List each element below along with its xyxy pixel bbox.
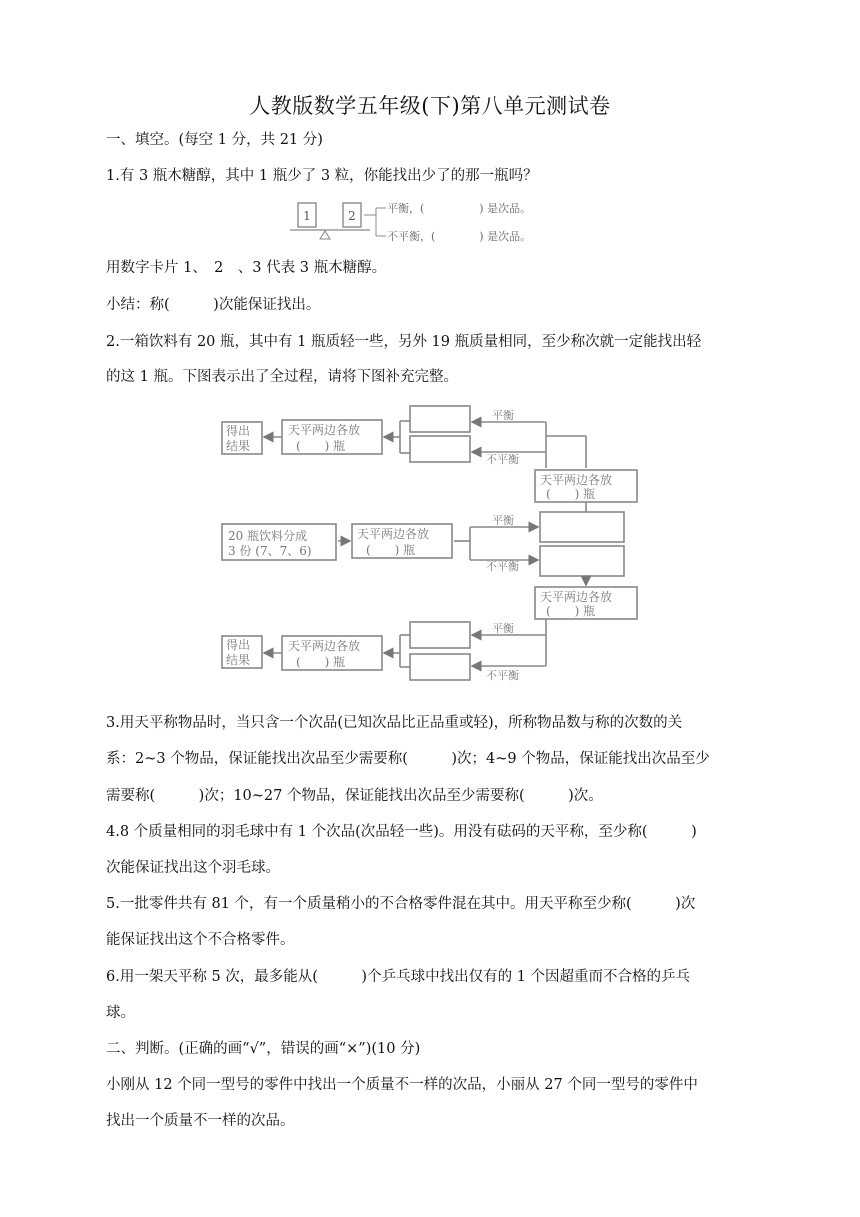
q2-line1: 2.一箱饮料有 20 瓶，其中有 1 瓶质轻一些，另外 19 瓶质量相同，至少称次就一定能找出轻 xyxy=(106,334,702,350)
q5-line1: 5.一批零件共有 81 个，有一个质量稍小的不合格零件混在其中。用天平称至少称( )次 xyxy=(106,896,696,912)
page-title: 人教版数学五年级(下)第八单元测试卷 xyxy=(249,94,611,118)
top-blank-box-1[interactable] xyxy=(410,406,470,432)
bottom-unbalanced-label: 不平衡 xyxy=(486,669,519,682)
middle-blank-box-1[interactable] xyxy=(540,512,624,542)
bottom-put-text-1: 天平两边各放 xyxy=(288,639,361,653)
q5-line2: 能保证找出这个不合格零件。 xyxy=(106,932,295,948)
q1-summary: 小结：称( )次能保证找出。 xyxy=(106,297,321,313)
section2-heading: 二、判断。(正确的画“√”，错误的画“×”)(10 分) xyxy=(106,1041,421,1057)
top-blank-box-2[interactable] xyxy=(410,436,470,462)
middle-unbalanced-label: 不平衡 xyxy=(486,560,519,573)
top-result-text-2: 结果 xyxy=(226,439,251,453)
q6-line2: 球。 xyxy=(106,1005,135,1021)
middle-put-text-2: ( ) 瓶 xyxy=(366,543,416,557)
start-text-2: 3 份 (7、7、6) xyxy=(228,544,312,558)
q3-line2: 系：2~3 个物品，保证能找出次品至少需要称( )次；4~9 个物品，保证能找出次品至少 xyxy=(106,751,710,767)
top-result-text-1: 得出 xyxy=(226,424,251,438)
q3-line1: 3.用天平称物品时，当只含一个次品(已知次品比正品重或轻)，所称物品数与称的次数的关 xyxy=(106,715,683,731)
middle-balanced-label: 平衡 xyxy=(492,514,514,527)
top-unbalanced-label: 不平衡 xyxy=(486,453,519,466)
middle-put-text-1: 天平两边各放 xyxy=(357,527,430,541)
section1-heading: 一、填空。(每空 1 分，共 21 分) xyxy=(106,132,323,148)
bottom-blank-box-1[interactable] xyxy=(410,622,470,648)
s2q1-line1: 小刚从 12 个同一型号的零件中找出一个质量不一样的次品，小丽从 27 个同一型号的零件中 xyxy=(106,1077,698,1093)
q2-line2: 的这 1 瓶。下图表示出了全过程，请将下图补充完整。 xyxy=(106,369,458,385)
bottom-blank-box-2[interactable] xyxy=(410,654,470,680)
upper-put-text-2: ( ) 瓶 xyxy=(546,487,596,501)
lower-put-text-1: 天平两边各放 xyxy=(540,590,613,604)
q1-balanced-label: 平衡，( ) 是次品。 xyxy=(387,202,532,215)
top-put-text-1: 天平两边各放 xyxy=(288,423,361,437)
q6-line1: 6.用一架天平称 5 次，最多能从( )个乒乓球中找出仅有的 1 个因超重而不合格的乒乓 xyxy=(106,969,691,985)
weighing-flowchart xyxy=(210,400,655,695)
top-put-text-2: ( ) 瓶 xyxy=(296,439,346,453)
s2q1-line2: 找出一个质量不一样的次品。 xyxy=(106,1113,295,1129)
lower-put-text-2: ( ) 瓶 xyxy=(546,604,596,618)
upper-put-text-1: 天平两边各放 xyxy=(540,473,613,487)
bottom-result-text-1: 得出 xyxy=(226,638,251,652)
q4-line1: 4.8 个质量相同的羽毛球中有 1 个次品(次品轻一些)。用没有砝码的天平称，至少称( ) xyxy=(106,824,697,840)
middle-blank-box-2[interactable] xyxy=(540,546,624,576)
q3-line3: 需要称( )次；10~27 个物品，保证能找出次品至少需要称( )次。 xyxy=(106,788,603,804)
bottom-result-text-2: 结果 xyxy=(226,653,251,667)
top-balanced-label: 平衡 xyxy=(492,409,514,422)
card-label-1: 1 xyxy=(303,209,311,223)
q1-unbalanced-label: 不平衡，( ) 是次品。 xyxy=(387,230,532,243)
q1-text: 1.有 3 瓶木糖醇，其中 1 瓶少了 3 粒，你能找出少了的那一瓶吗？ xyxy=(106,168,538,184)
bottom-put-text-2: ( ) 瓶 xyxy=(296,655,346,669)
balance-fulcrum-icon xyxy=(320,231,330,239)
card-label-2: 2 xyxy=(348,209,356,223)
q4-line2: 次能保证找出这个羽毛球。 xyxy=(106,860,280,876)
balance-figure xyxy=(280,194,590,250)
start-text-1: 20 瓶饮料分成 xyxy=(228,529,308,543)
q1-note: 用数字卡片 1、 2 、3 代表 3 瓶木糖醇。 xyxy=(106,260,387,276)
bottom-balanced-label: 平衡 xyxy=(492,622,514,635)
